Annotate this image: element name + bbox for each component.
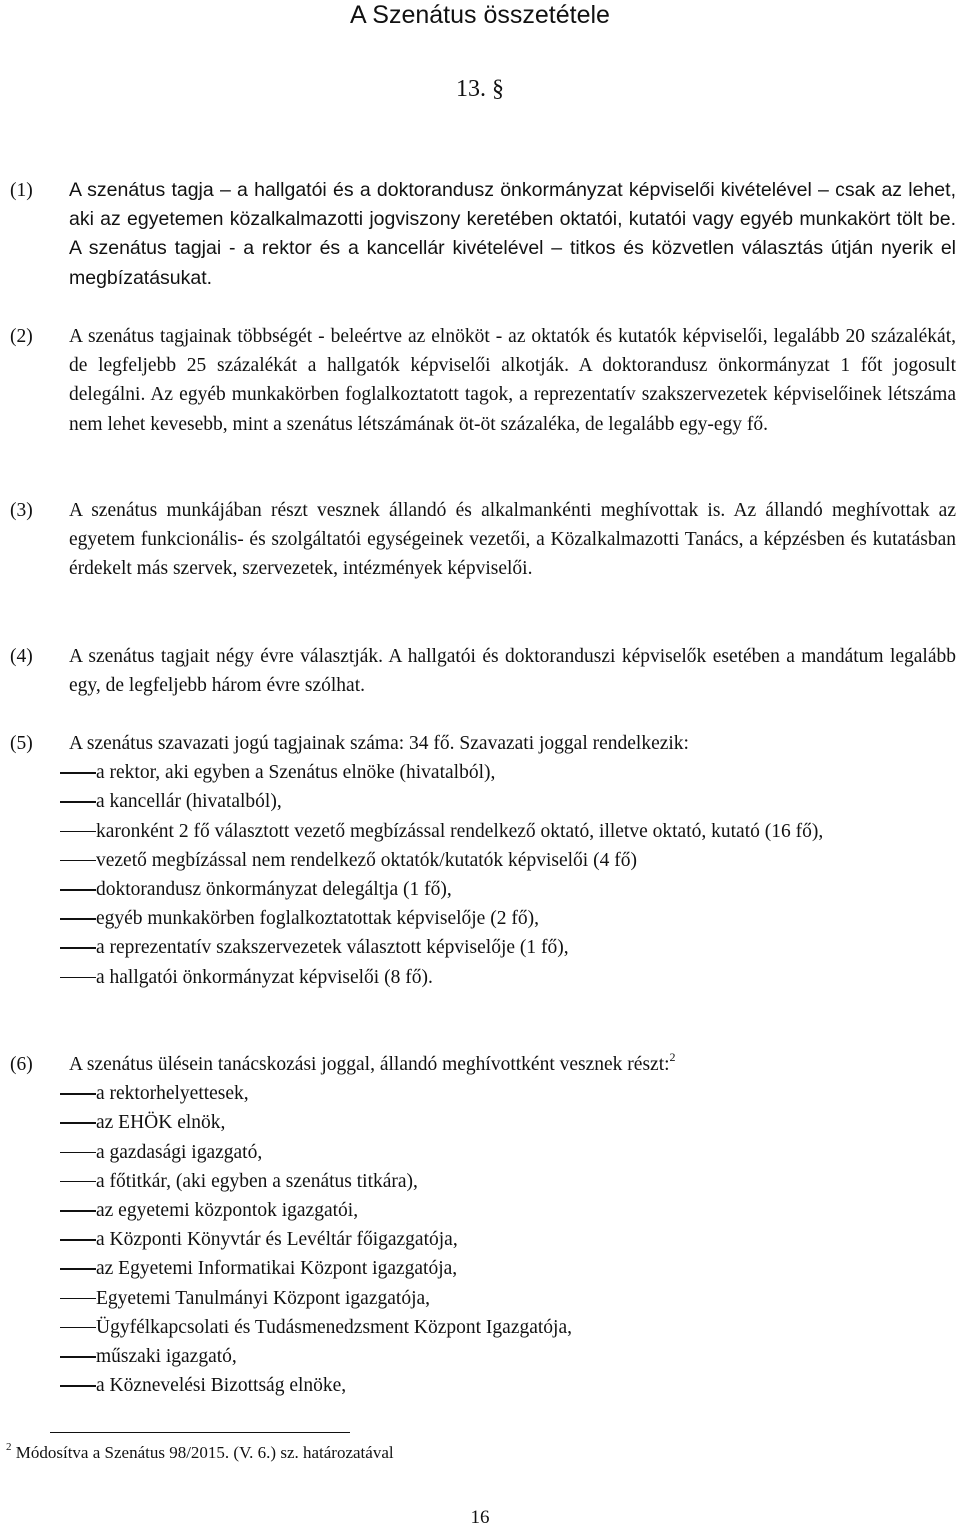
- list-item-text: az EHÖK elnök,: [96, 1112, 226, 1134]
- list-item-text: a Központi Könyvtár és Levéltár főigazgatója,: [96, 1229, 458, 1251]
- list-item-text: Ügyfélkapcsolati és Tudásmenedzsment Központ Igazgatója,: [96, 1316, 573, 1338]
- paragraph-number: (3): [10, 500, 33, 521]
- list-item-text: az egyetemi központok igazgatói,: [96, 1200, 359, 1222]
- list-item: [10, 933, 956, 962]
- paragraph-body: [69, 1050, 956, 1079]
- list-item: [10, 875, 956, 904]
- list-item-text: egyéb munkakörben foglalkoztatottak képviselője (2 fő),: [96, 908, 539, 930]
- page-title: A Szenátus összetétele: [350, 1, 610, 29]
- footnote-text: Módosítva a Szenátus 98/2015. (V. 6.) sz. határozatával: [15, 1443, 394, 1462]
- list-item: [10, 1313, 956, 1342]
- list-item-text: a reprezentatív szakszervezetek választott képviselője (1 fő),: [96, 937, 569, 959]
- list-item: [10, 1225, 956, 1254]
- paragraph-text: A szenátus tagjainak többségét - beleértve az elnököt - az oktatók és kutatók képviselői, legalább 20 százalékát, de legfeljebb 25 százalékát a hallgatók képviselői alkotják. A doktorandusz önkormányzat 1 főt jogosult delegálni. Az egyéb munkakörben foglalkoztatott tagok, a reprezentatív szakszervezetek képviselőinek létszáma nem lehet kevesebb, mint a szenátus létszámának öt-öt százaléka, de legalább egy-egy fő.: [69, 326, 956, 435]
- paragraph-number: (2): [10, 326, 33, 347]
- paragraph-number: (6): [10, 1054, 33, 1075]
- list-item: [10, 963, 956, 992]
- list-item: [10, 1342, 956, 1371]
- paragraph-text: A szenátus ülésein tanácskozási joggal, állandó meghívottként vesznek részt:: [69, 1054, 670, 1075]
- list-item-text: a kancellár (hivatalból),: [96, 791, 282, 813]
- list-item: [10, 904, 956, 933]
- voting-members-list: [10, 758, 956, 992]
- section-number: 13. §: [456, 76, 504, 102]
- paragraph-2: [10, 322, 956, 439]
- paragraph-number: (1): [10, 180, 33, 201]
- list-item-text: a rektor, aki egyben a Szenátus elnöke (hivatalból),: [96, 762, 496, 784]
- list-item: [10, 758, 956, 787]
- paragraph-text: A szenátus tagjait négy évre választják. A hallgatói és doktoranduszi képviselők esetében a mandátum legalább egy, de legfeljebb három évre szólhat.: [69, 646, 956, 697]
- paragraph-body: [69, 176, 956, 293]
- list-item: [10, 1284, 956, 1313]
- page-number: 16: [470, 1507, 490, 1528]
- footnote: [6, 1442, 394, 1464]
- list-item: [10, 1108, 956, 1137]
- footnote-number: 2: [6, 1441, 12, 1453]
- list-item-text: vezető megbízással nem rendelkező oktatók/kutatók képviselői (4 fő): [96, 849, 637, 871]
- list-item-text: doktorandusz önkormányzat delegáltja (1 fő),: [96, 879, 452, 901]
- list-item-text: karonként 2 fő választott vezető megbízással rendelkező oktató, illetve oktató, kutató (16 fő),: [96, 820, 824, 842]
- list-item: [10, 846, 956, 875]
- paragraph-text: A szenátus munkájában részt vesznek állandó és alkalmankénti meghívottak is. Az állandó meghívottak az egyetem funkcionális- és szolgáltatói egységeinek vezetői, a Közalkalmazotti Tanács, a képzésben és kutatásban érdekelt más szervek, szervezetek, intézmények képviselői.: [69, 500, 956, 580]
- invited-members-list: [10, 1079, 956, 1400]
- list-item-text: a hallgatói önkormányzat képviselői (8 fő).: [96, 966, 433, 988]
- list-item: [10, 1371, 956, 1400]
- paragraph-text: A szenátus tagja – a hallgatói és a doktorandusz önkormányzat képviselői kivételével – csak az lehet, aki az egyetemen közalkalmazotti jogviszony keretében oktatói, kutatói vagy egyéb munkakört tölt be.: [69, 179, 956, 231]
- list-item: [10, 1254, 956, 1283]
- paragraph-3: [10, 496, 956, 584]
- paragraph-4: [10, 642, 956, 700]
- footnote-divider: [50, 1432, 350, 1433]
- list-item: [10, 1167, 956, 1196]
- list-item: [10, 1079, 956, 1108]
- list-item-text: az Egyetemi Informatikai Központ igazgatója,: [96, 1258, 458, 1280]
- paragraph-text: A szenátus szavazati jogú tagjainak száma: 34 fő. Szavazati joggal rendelkezik:: [69, 733, 689, 754]
- paragraph-number: (5): [10, 733, 33, 754]
- paragraph-6: [10, 1050, 956, 1400]
- paragraph-text: A szenátus tagjai - a rektor és a kancellár kivételével – titkos és közvetlen választás útján nyerik el megbízatásukat.: [69, 237, 956, 289]
- list-item: [10, 817, 956, 846]
- list-item-text: a rektorhelyettesek,: [96, 1083, 249, 1105]
- list-item-text: a gazdasági igazgató,: [96, 1141, 263, 1163]
- list-item: [10, 1138, 956, 1167]
- paragraph-5: [10, 729, 956, 992]
- list-item-text: a Köznevelési Bizottság elnöke,: [96, 1375, 347, 1397]
- paragraph-number: (4): [10, 646, 33, 667]
- list-item-text: a főtitkár, (aki egyben a szenátus titkára),: [96, 1170, 418, 1192]
- list-item: [10, 1196, 956, 1225]
- paragraph-1: [10, 176, 956, 293]
- footnote-reference[interactable]: 2: [669, 1050, 676, 1064]
- list-item-text: műszaki igazgató,: [96, 1346, 237, 1368]
- list-item: [10, 787, 956, 816]
- list-item-text: Egyetemi Tanulmányi Központ igazgatója,: [96, 1287, 431, 1309]
